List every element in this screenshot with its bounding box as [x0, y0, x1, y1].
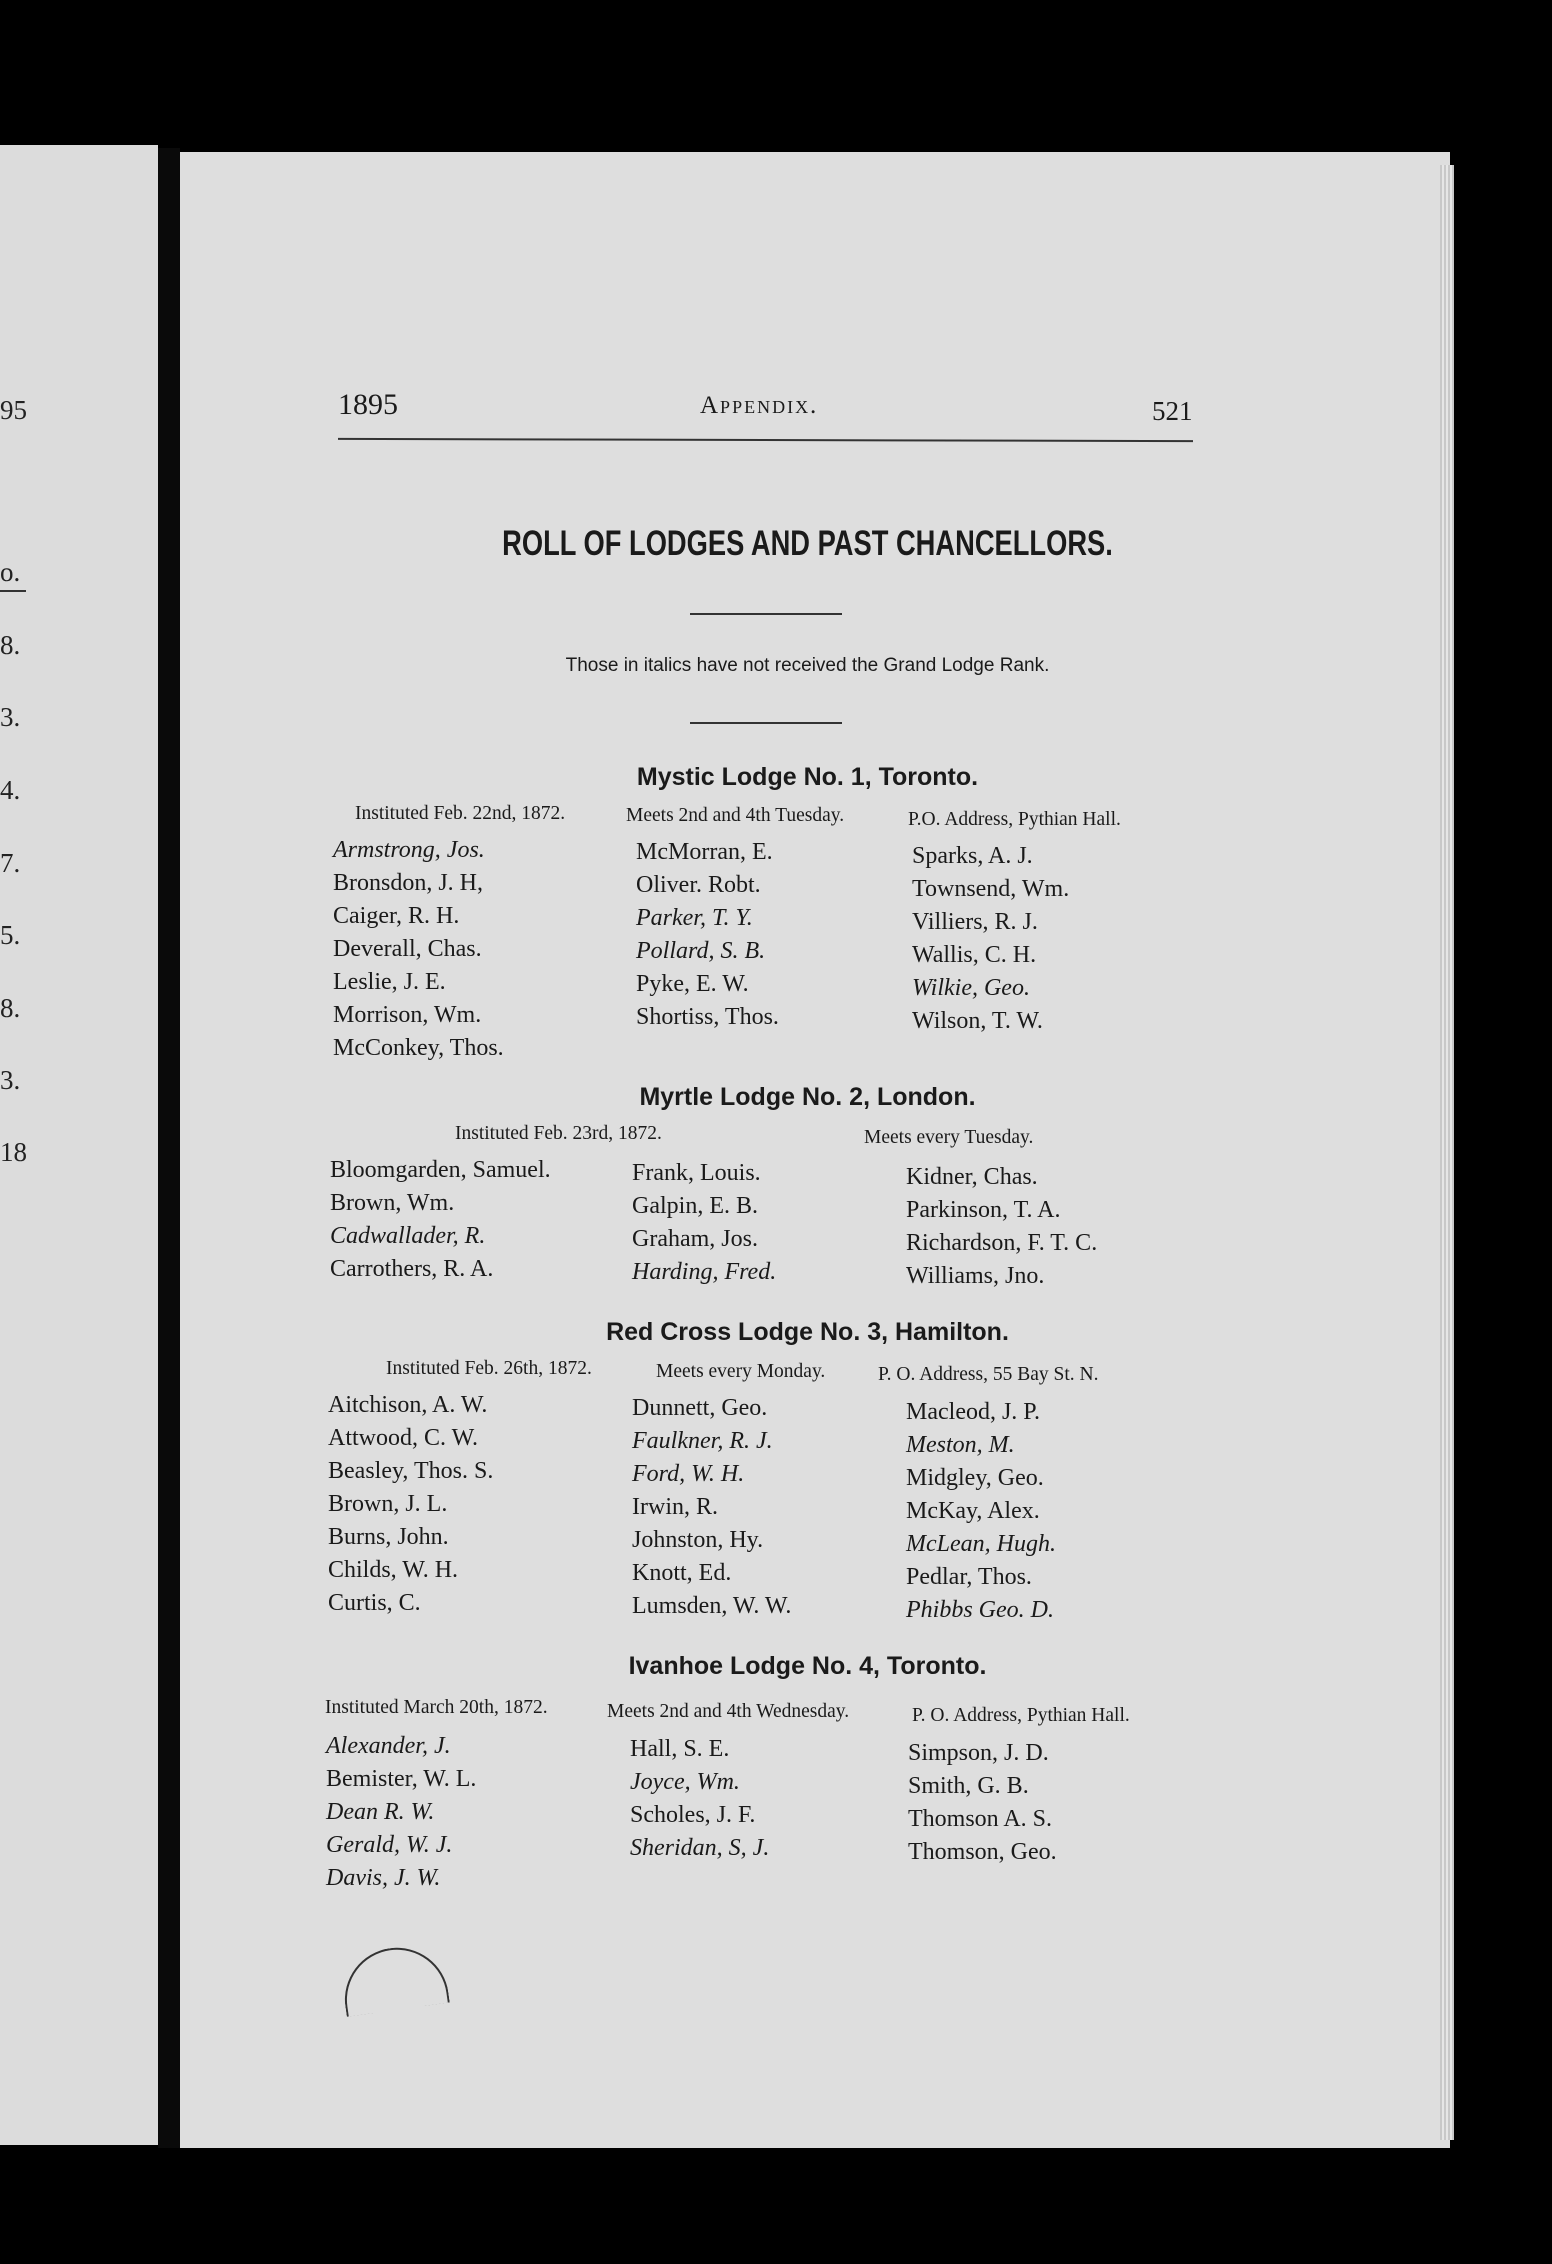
- member-name: Childs, W. H.: [328, 1557, 459, 1583]
- member-name: Villiers, R. J.: [912, 909, 1038, 935]
- prev-page-number: 3.: [0, 1065, 21, 1095]
- member-name: Davis, J. W.: [326, 1865, 441, 1891]
- prev-page-number: 8.: [0, 993, 21, 1023]
- member-name: Cadwallader, R.: [330, 1223, 486, 1249]
- lodge-title: Red Cross Lodge No. 3, Hamilton.: [606, 1318, 1009, 1346]
- member-name: Alexander, J.: [326, 1733, 451, 1759]
- member-name: Beasley, Thos. S.: [328, 1458, 494, 1484]
- member-name: Leslie, J. E.: [333, 969, 446, 995]
- member-name: McLean, Hugh.: [906, 1531, 1056, 1557]
- member-name: Gerald, W. J.: [326, 1832, 453, 1858]
- member-column: [328, 1389, 493, 1620]
- member-name: Morrison, Wm.: [333, 1002, 482, 1028]
- lodge-address: P. O. Address, Pythian Hall.: [912, 1705, 1130, 1726]
- member-name: Wilkie, Geo.: [912, 975, 1030, 1001]
- lodge-instituted: Instituted March 20th, 1872.: [325, 1697, 548, 1718]
- member-name: Scholes, J. F.: [630, 1802, 756, 1828]
- lodge-instituted: Instituted Feb. 26th, 1872.: [386, 1358, 592, 1379]
- lodge-title: Mystic Lodge No. 1, Toronto.: [636, 763, 979, 791]
- lodge-title: Myrtle Lodge No. 2, London.: [639, 1083, 976, 1111]
- member-column: [636, 836, 779, 1034]
- member-column: [908, 1737, 1057, 1869]
- member-column: [333, 834, 504, 1065]
- divider-rule: [690, 613, 842, 615]
- member-name: Attwood, C. W.: [328, 1425, 479, 1451]
- member-name: Williams, Jno.: [906, 1263, 1045, 1289]
- prev-page-number: 3.: [0, 702, 21, 732]
- lodge-meets: Meets 2nd and 4th Wednesday.: [607, 1701, 850, 1722]
- prev-page-number: 8.: [0, 630, 21, 660]
- member-name: Bloomgarden, Samuel.: [330, 1157, 551, 1183]
- member-name: Parker, T. Y.: [636, 905, 753, 931]
- member-name: Wilson, T. W.: [912, 1008, 1043, 1034]
- member-column: [630, 1733, 769, 1865]
- lodge-meets: Meets 2nd and 4th Tuesday.: [626, 805, 845, 826]
- page-edge: [1440, 165, 1454, 2140]
- member-name: Johnston, Hy.: [632, 1527, 764, 1553]
- member-name: McConkey, Thos.: [333, 1035, 504, 1061]
- member-name: McMorran, E.: [636, 839, 773, 865]
- member-column: [330, 1154, 551, 1286]
- prev-page-number: 18: [0, 1137, 27, 1167]
- member-name: Macleod, J. P.: [906, 1399, 1040, 1425]
- member-name: Smith, G. B.: [908, 1773, 1029, 1799]
- prev-page-rule: [0, 590, 26, 592]
- page-number: 521: [1152, 396, 1193, 426]
- member-column: [906, 1396, 1056, 1627]
- member-name: Carrothers, R. A.: [330, 1256, 494, 1282]
- prev-page-number: 4.: [0, 775, 21, 805]
- lodge-title: Ivanhoe Lodge No. 4, Toronto.: [628, 1652, 987, 1680]
- member-column: [632, 1392, 791, 1623]
- page-title: ROLL OF LODGES AND PAST CHANCELLORS.: [502, 524, 1113, 563]
- member-name: Curtis, C.: [328, 1590, 421, 1616]
- member-name: Kidner, Chas.: [906, 1164, 1038, 1190]
- member-name: Frank, Louis.: [632, 1160, 761, 1186]
- member-name: Faulkner, R. J.: [632, 1428, 773, 1454]
- member-name: Thomson A. S.: [908, 1806, 1053, 1832]
- member-name: Brown, J. L.: [328, 1491, 448, 1517]
- member-name: McKay, Alex.: [906, 1498, 1040, 1524]
- member-name: Aitchison, A. W.: [328, 1392, 488, 1418]
- member-name: Galpin, E. B.: [632, 1193, 758, 1219]
- member-name: Sparks, A. J.: [912, 843, 1033, 869]
- member-name: Simpson, J. D.: [908, 1740, 1049, 1766]
- member-name: Bronsdon, J. H,: [333, 870, 484, 896]
- lodge-instituted: Instituted Feb. 22nd, 1872.: [355, 803, 566, 824]
- lodge-address: P.O. Address, Pythian Hall.: [908, 809, 1121, 830]
- member-column: [912, 840, 1069, 1038]
- member-name: Pedlar, Thos.: [906, 1564, 1032, 1590]
- lodge-meets: Meets every Monday.: [656, 1361, 826, 1382]
- member-name: Townsend, Wm.: [912, 876, 1070, 902]
- previous-page-edge: [0, 145, 158, 2145]
- header-year: 1895: [338, 388, 398, 421]
- member-name: Parkinson, T. A.: [906, 1197, 1061, 1223]
- member-name: Shortiss, Thos.: [636, 1004, 779, 1030]
- member-column: [906, 1161, 1097, 1293]
- member-name: Phibbs Geo. D.: [906, 1597, 1054, 1623]
- member-name: Hall, S. E.: [630, 1736, 730, 1762]
- member-name: Joyce, Wm.: [630, 1769, 740, 1795]
- lodge-instituted: Instituted Feb. 23rd, 1872.: [455, 1123, 662, 1144]
- member-name: Midgley, Geo.: [906, 1465, 1044, 1491]
- member-name: Dean R. W.: [326, 1799, 435, 1825]
- member-name: Burns, John.: [328, 1524, 449, 1550]
- divider-rule: [690, 722, 842, 724]
- prev-page-number: o.: [0, 557, 21, 587]
- member-name: Harding, Fred.: [632, 1259, 777, 1285]
- member-name: Ford, W. H.: [632, 1461, 745, 1487]
- member-name: Pollard, S. B.: [636, 938, 766, 964]
- member-name: Wallis, C. H.: [912, 942, 1037, 968]
- member-name: Sheridan, S, J.: [630, 1835, 770, 1861]
- member-name: Dunnett, Geo.: [632, 1395, 768, 1421]
- member-column: [632, 1157, 776, 1289]
- member-column: [326, 1730, 476, 1895]
- member-name: Oliver. Robt.: [636, 872, 761, 898]
- italics-note: Those in italics have not received the Grand Lodge Rank.: [565, 655, 1050, 676]
- header-title: Appendix.: [700, 392, 819, 419]
- member-name: Caiger, R. H.: [333, 903, 460, 929]
- member-name: Armstrong, Jos.: [333, 837, 485, 863]
- member-name: Brown, Wm.: [330, 1190, 455, 1216]
- member-name: Irwin, R.: [632, 1494, 718, 1520]
- book-spine: [158, 148, 180, 2148]
- member-name: Deverall, Chas.: [333, 936, 482, 962]
- member-name: Lumsden, W. W.: [632, 1593, 792, 1619]
- member-name: Graham, Jos.: [632, 1226, 758, 1252]
- member-name: Richardson, F. T. C.: [906, 1230, 1098, 1256]
- member-name: Meston, M.: [906, 1432, 1015, 1458]
- lodge-meets: Meets every Tuesday.: [864, 1127, 1034, 1148]
- member-name: Thomson, Geo.: [908, 1839, 1057, 1865]
- member-name: Pyke, E. W.: [636, 971, 749, 997]
- member-name: Bemister, W. L.: [326, 1766, 477, 1792]
- prev-page-number: 7.: [0, 848, 21, 878]
- lodge-address: P. O. Address, 55 Bay St. N.: [878, 1364, 1099, 1385]
- member-name: Knott, Ed.: [632, 1560, 732, 1586]
- prev-page-number: 95: [0, 395, 27, 425]
- prev-page-number: 5.: [0, 920, 21, 950]
